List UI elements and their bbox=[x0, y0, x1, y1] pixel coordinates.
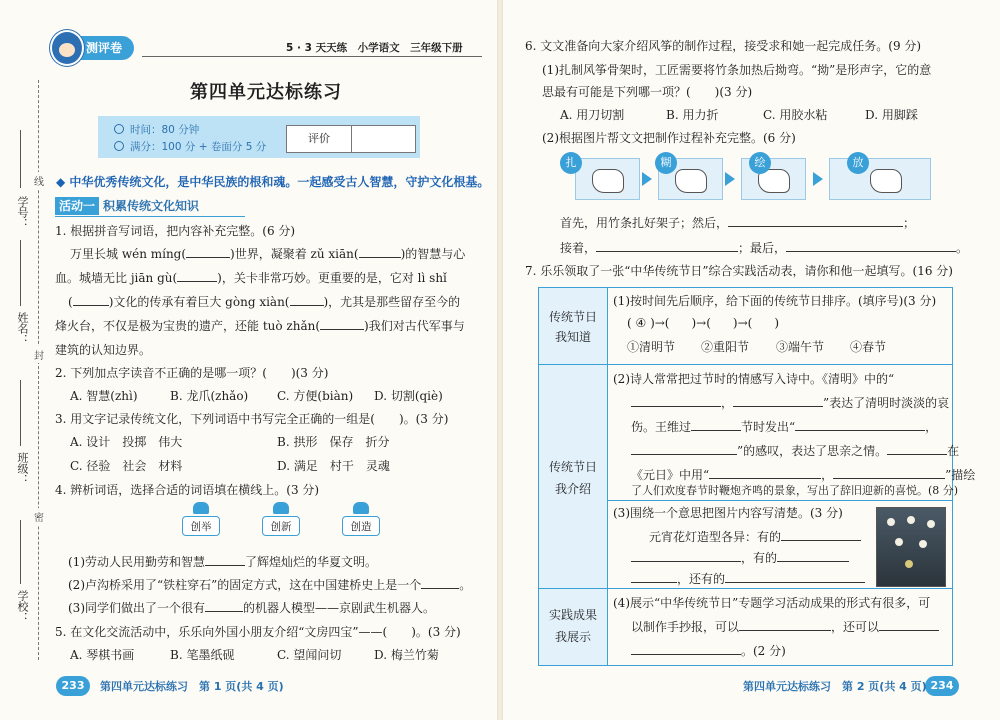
slogan-text: 中华优秀传统文化，是中华民族的根和魂。一起感受古人智慧，守护文化根基。 bbox=[69, 175, 490, 189]
check-icon bbox=[114, 141, 124, 151]
step-tag-3: 绘 bbox=[749, 152, 771, 174]
r1-opt-1: ①清明节 bbox=[627, 340, 676, 354]
q4-s2: (2)卢沟桥采用了“铁柱穿石”的固定方式，这在中国建桥史上是一个 。 bbox=[68, 578, 472, 592]
q1-line4: 烽火台，不仅是极为宝贵的遗产，还能 tuò zhǎn( )我们对古代军事与 bbox=[55, 319, 465, 333]
q6-p2: (2)根据图片帮文文把制作过程补充完整。(6 分) bbox=[542, 131, 796, 145]
page-title: 第四单元达标练习 bbox=[190, 82, 342, 103]
q6-fill-1: 首先，用竹条扎好架子；然后， ； bbox=[560, 216, 916, 230]
q3-opt-d: D. 满足 村干 灵魂 bbox=[277, 459, 390, 473]
step-image-1 bbox=[575, 158, 640, 200]
r3-line1: 元宵花灯造型各异：有的 bbox=[649, 528, 861, 546]
grade-box bbox=[286, 125, 416, 153]
r2-line6: 了人们欢度春节时鞭炮齐鸣的景象，写出了辞旧迎新的喜悦。(8 分) bbox=[631, 484, 959, 497]
r3-line2: ，有的 bbox=[631, 549, 849, 567]
row1-label-b: 我知道 bbox=[555, 330, 592, 344]
school-blank bbox=[20, 520, 21, 584]
r3-head: (3)围绕一个意思把图片内容写清楚。(3 分) bbox=[613, 506, 843, 520]
score-text: 满分：100 分 + 卷面分 5 分 bbox=[130, 141, 267, 153]
table-sub-divider bbox=[607, 500, 952, 501]
q5-opt-c: C. 望闻问切 bbox=[277, 648, 342, 662]
margin-label-id: 学号： bbox=[16, 196, 29, 229]
margin-label-class: 班级： bbox=[16, 452, 29, 485]
q6-opt-c: C. 用胶水粘 bbox=[763, 108, 828, 122]
q4-s1: (1)劳动人民用勤劳和智慧 了辉煌灿烂的华夏文明。 bbox=[68, 555, 378, 569]
table-row-divider bbox=[539, 364, 952, 365]
q1-head: 1. 根据拼音写词语，把内容补充完整。(6 分) bbox=[55, 224, 296, 238]
q1-line2: 血。城墙无比 jiān gù( )，关卡非常巧妙。更重要的是，它对 lì shǐ bbox=[55, 271, 447, 285]
q7-head: 7. 乐乐领取了一张“中华传统节日”综合实践活动表，请你和他一起填写。(16 分) bbox=[525, 264, 953, 278]
r1-opt-4: ④春节 bbox=[850, 340, 887, 354]
step-tag-1: 扎 bbox=[560, 152, 582, 174]
row3-label-a: 实践成果 bbox=[549, 608, 598, 622]
time-row bbox=[114, 122, 199, 137]
test-badge: 测评卷 bbox=[54, 36, 134, 60]
series-header: 5 · 3 天天练 小学语文 三年级下册 bbox=[286, 42, 463, 54]
q3-head: 3. 用文字记录传统文化，下列词语中书写完全正确的一组是( )。(3 分) bbox=[55, 412, 449, 426]
q5-opt-a: A. 琴棋书画 bbox=[70, 648, 135, 662]
q6-opt-b: B. 用力折 bbox=[666, 108, 719, 122]
q4-s3: (3)同学们做出了一个很有 的机器人模型——京剧武生机器人。 bbox=[68, 601, 436, 615]
q5-opt-b: B. 笔墨纸砚 bbox=[170, 648, 235, 662]
r2-line1: (2)诗人常常把过节时的情感写入诗中。《清明》中的“ bbox=[613, 372, 895, 386]
binding-line bbox=[38, 80, 39, 660]
step-tag-2: 糊 bbox=[655, 152, 677, 174]
row2-label-b: 我介绍 bbox=[555, 482, 592, 496]
r1-opt-3: ③端午节 bbox=[776, 340, 825, 354]
activity-rule bbox=[55, 216, 245, 217]
q2-head: 2. 下列加点字读音不正确的是哪一项？( )(3 分) bbox=[55, 366, 329, 380]
q2-opt-a: A. 智慧(zhì) bbox=[70, 389, 138, 403]
seal-secret: 密 bbox=[34, 508, 44, 525]
r1-sequence: ( ④ )→( )→( )→( ) bbox=[627, 316, 780, 330]
mascot-icon bbox=[50, 30, 84, 66]
class-blank bbox=[20, 380, 21, 446]
row2-label-a: 传统节日 bbox=[549, 460, 598, 474]
r2-line5: 《元日》中用“ ， ”描绘 bbox=[631, 468, 976, 482]
q1-line5: 建筑的认知边界。 bbox=[55, 343, 152, 357]
q1-line3: ( )文化的传承有着巨大 gòng xiàn( )，尤其是那些留存至今的 bbox=[68, 295, 461, 309]
r2-line4: ”的感叹，表达了思亲之情。 在 bbox=[631, 442, 959, 460]
slogan: ◆ 中华优秀传统文化，是中华民族的根和魂。一起感受古人智慧，守护文化根基。 bbox=[56, 175, 490, 189]
r1-opt-2: ②重阳节 bbox=[701, 340, 750, 354]
margin-label-name: 姓名： bbox=[16, 312, 29, 345]
q6-fill-2: 接着， ；最后， 。 bbox=[560, 241, 969, 255]
grade-label: 评价 bbox=[287, 126, 352, 152]
activity-table bbox=[538, 287, 976, 666]
time-text: 时间：80 分钟 bbox=[130, 124, 200, 136]
margin-label-school: 学校： bbox=[16, 590, 29, 623]
activity-name: 积累传统文化知识 bbox=[103, 199, 200, 213]
footer-right-text: 第四单元达标练习 第 2 页(共 4 页) bbox=[743, 680, 927, 693]
word-card-1 bbox=[182, 502, 220, 536]
q1-line1: 万里长城 wén míng( )世界，凝聚着 zǔ xiān( )的智慧与心 bbox=[70, 247, 466, 261]
word-card-2 bbox=[262, 502, 300, 536]
q2-opt-c: C. 方便(biàn) bbox=[277, 389, 354, 403]
q6-head: 6. 文文准备向大家介绍风筝的制作过程，接受求和她一起完成任务。(9 分) bbox=[525, 39, 922, 53]
info-box bbox=[98, 116, 420, 158]
arrow-icon bbox=[813, 172, 823, 186]
q3-opt-c: C. 径验 社会 材料 bbox=[70, 459, 183, 473]
table-row-divider bbox=[539, 588, 952, 589]
step-tag-4: 放 bbox=[847, 152, 869, 174]
r4-line3: 。(2 分) bbox=[631, 642, 786, 660]
seal-line: 线 bbox=[34, 172, 44, 189]
arrow-icon bbox=[725, 172, 735, 186]
q6-p1a: (1)扎制风筝骨架时，工匠需要将竹条加热后拗弯。“拗”是形声字，它的意 bbox=[542, 63, 932, 77]
row3-label-b: 我展示 bbox=[555, 630, 592, 644]
word-2: 创新 bbox=[262, 516, 300, 536]
page-number-left: 233 bbox=[56, 676, 90, 696]
word-3: 创造 bbox=[342, 516, 380, 536]
r1-head: (1)按时间先后顺序，给下面的传统节日排序。(填序号)(3 分) bbox=[613, 294, 937, 308]
left-page bbox=[0, 0, 497, 720]
score-row bbox=[114, 139, 266, 154]
q6-opt-a: A. 用刀切割 bbox=[560, 108, 625, 122]
q6-p1b: 思最有可能是下列哪一项？( )(3 分) bbox=[542, 85, 753, 99]
clock-icon bbox=[114, 124, 124, 134]
word-1: 创举 bbox=[182, 516, 220, 536]
header-rule bbox=[142, 56, 482, 57]
r2-line3: 伤。王维过 节时发出“ ， bbox=[631, 420, 938, 434]
q3-opt-a: A. 设计 投掷 伟大 bbox=[70, 435, 183, 449]
name-blank bbox=[20, 240, 21, 306]
r4-line2: 以制作手抄报，可以 ，还可以 bbox=[631, 618, 939, 636]
q5-opt-d: D. 梅兰竹菊 bbox=[374, 648, 439, 662]
q6-opt-d: D. 用脚踩 bbox=[865, 108, 918, 122]
row1-label-a: 传统节日 bbox=[549, 310, 598, 324]
q4-head: 4. 辨析词语，选择合适的词语填在横线上。(3 分) bbox=[55, 483, 320, 497]
word-card-3 bbox=[342, 502, 380, 536]
id-blank bbox=[20, 130, 21, 188]
q3-opt-b: B. 拱形 保存 折分 bbox=[277, 435, 390, 449]
page-number-right: 234 bbox=[925, 676, 959, 696]
q2-opt-d: D. 切割(qiè) bbox=[374, 389, 443, 403]
q5-head: 5. 在文化交流活动中，乐乐向外国小朋友介绍“文房四宝”——( )。(3 分) bbox=[55, 625, 461, 639]
lantern-street-image bbox=[876, 507, 946, 587]
arrow-icon bbox=[642, 172, 652, 186]
r3-line3: ，还有的 bbox=[631, 570, 865, 588]
r4-line1: (4)展示“中华传统节日”专题学习活动成果的形式有很多，可 bbox=[613, 596, 931, 610]
step-image-4 bbox=[829, 158, 931, 200]
q2-opt-b: B. 龙爪(zhǎo) bbox=[170, 389, 249, 403]
seal-seal: 封 bbox=[34, 346, 44, 363]
activity-tag: 活动一 bbox=[55, 197, 99, 215]
r2-line2: ， ”表达了清明时淡淡的哀 bbox=[631, 394, 949, 412]
footer-left-text: 第四单元达标练习 第 1 页(共 4 页) bbox=[100, 680, 284, 693]
